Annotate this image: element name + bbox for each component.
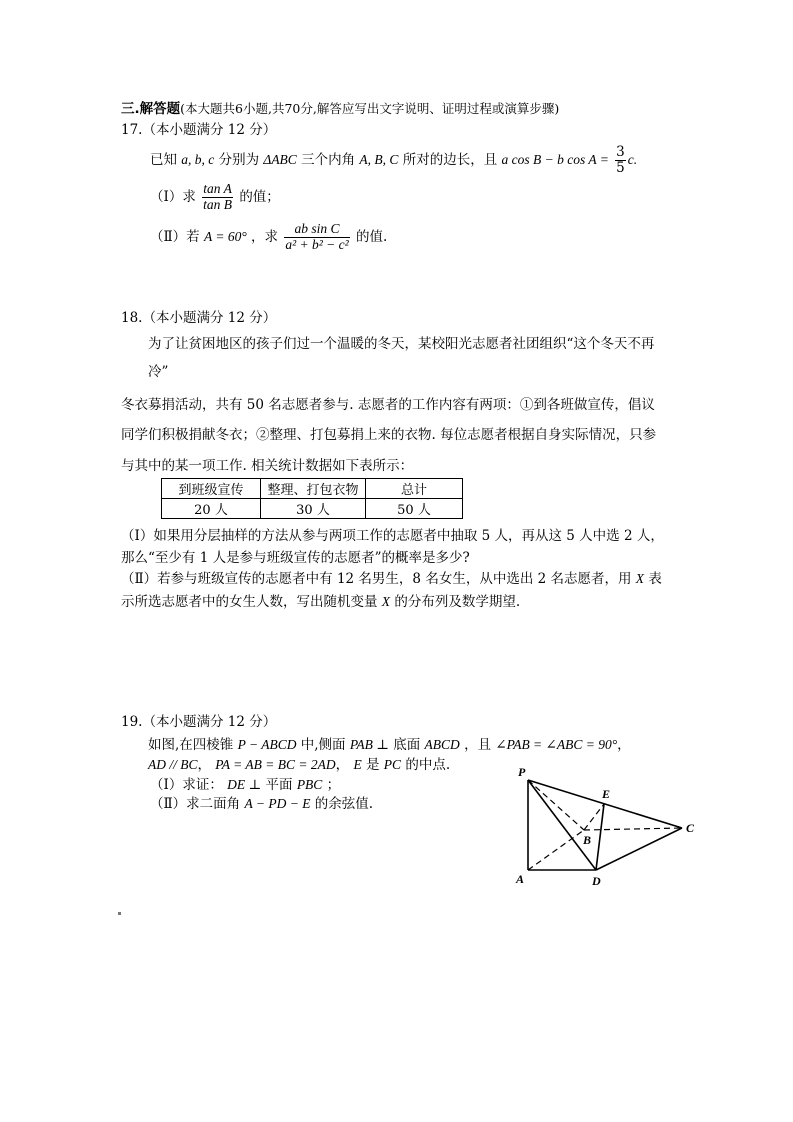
q19-part2-label: （Ⅱ）求二面角 (150, 796, 241, 812)
q17-part2 (150, 222, 387, 253)
q19-part1-math: DE ⊥ (227, 777, 262, 792)
table-header-cell: 到班级宣传 (162, 479, 261, 499)
q19-part2-math: A − PD − E (244, 796, 311, 811)
q19-part2-tail: 的余弦值. (314, 796, 374, 812)
q17-stem-tail: c. (627, 151, 638, 167)
q17-part1-tail: 的值； (239, 188, 280, 205)
table-header-cell: 总计 (366, 479, 463, 499)
q19-part1 (150, 773, 340, 793)
label-A: A (516, 872, 525, 886)
q18-part2-a-pre: （Ⅱ）若参与班级宣传的志愿者中有 12 名男生，8 名女生，从中选出 2 名志愿者，用 (121, 571, 632, 587)
q18-line2: 冷” (148, 364, 169, 380)
q18-line3: 冬衣募捐活动，共有 50 名志愿者参与. 志愿者的工作内容有两项：①到各班做宣传，倡议 (121, 397, 655, 413)
section-note: (本大题共6小题,共70分,解答应写出文字说明、证明过程或演算步骤) (180, 101, 560, 116)
section-title (121, 97, 559, 117)
q17-part2-denominator: a² + b² − c² (285, 236, 349, 252)
q18-part1-b: 那么“至少有 1 人是参与班级宣传的志愿者”的概率是多少? (121, 550, 470, 566)
edge-BC-hidden (584, 828, 682, 830)
q18-part2-var: X (635, 571, 645, 586)
q19-line1 (148, 733, 631, 753)
q19-line1-math1: P − ABCD (237, 737, 297, 752)
q18-line1: 为了让贫困地区的孩子们过一个温暖的冬天，某校阳光志愿者社团组织“这个冬天不再 (148, 336, 655, 352)
label-C: C (686, 821, 695, 835)
q19-line1-math2: PAB ⊥ (349, 737, 389, 752)
table-header-cell: 整理、打包衣物 (261, 479, 366, 499)
q18-part1-a: （Ⅰ）如果用分层抽样的方法从参与两项工作的志愿者中抽取 5 人，再从这 5 人中选 2 人， (121, 528, 664, 544)
q19-line1-math4: ∠PAB = ∠ABC = 90° (495, 737, 618, 752)
q19-line1-mid3: ，且 (464, 737, 492, 753)
q19-line1-math3: ABCD (424, 737, 460, 752)
q19-line2-tail: 的中点. (405, 757, 451, 773)
edge-PD (528, 780, 596, 870)
q17-header: 17.（本小题满分 12 分） (121, 122, 277, 138)
q17-stem-vars2: A, B, C (359, 151, 399, 167)
q17-part1 (150, 182, 280, 213)
q19-line2-math3: E (353, 757, 362, 772)
q18-part2-a (121, 567, 662, 587)
q19-header: 19.（本小题满分 12 分） (121, 714, 277, 730)
q17-stem-mid1: 分别为 (218, 151, 260, 168)
table-header-row (162, 479, 463, 499)
q18-line5: 与其中的某一项工作. 相关统计数据如下表所示： (121, 458, 414, 474)
q17-frac-denominator: 5 (616, 159, 625, 176)
q19-line2-math1: AD // BC (148, 757, 198, 772)
label-P: P (518, 765, 526, 779)
q18-part2-a-post: 表 (648, 571, 662, 587)
edge-DC (596, 828, 682, 870)
q19-part1-math2: PBC (296, 777, 323, 792)
q18-header: 18.（本小题满分 12 分） (121, 310, 277, 326)
edge-AB-hidden (528, 830, 584, 870)
q19-line2-mid: ， (335, 757, 350, 773)
label-B: B (583, 833, 592, 847)
label-D: D (592, 874, 601, 888)
table-cell: 20 人 (162, 499, 261, 519)
edge-PB-hidden (528, 780, 584, 830)
q17-part1-label: （Ⅰ）求 (150, 188, 196, 205)
q18-part2-b-post: 的分布列及数学期望. (394, 594, 521, 610)
q17-part2-tail: 的值. (356, 228, 388, 245)
q17-stem-fraction (615, 145, 626, 176)
pyramid-figure (510, 762, 705, 892)
q18-part2-b-var: X (381, 594, 391, 609)
q17-stem-mid3: 所对的边长，且 (402, 151, 498, 168)
q19-line2-mid2: 是 (365, 757, 380, 773)
q17-stem-vars1: a, b, c (181, 151, 215, 167)
q19-line1-mid2: 底面 (393, 737, 421, 753)
q19-line2-math2: PA = AB = BC = 2AD (215, 757, 336, 772)
q19-line2 (148, 753, 450, 773)
q19-part2 (150, 792, 373, 812)
q17-part2-fraction (284, 222, 349, 253)
q17-part1-fraction (202, 182, 233, 213)
q19-part1-mid: 平面 (265, 777, 293, 793)
q17-part2-mid: ，求 (251, 228, 279, 245)
q17-part1-denominator: tan B (203, 196, 233, 212)
q19-line2-sep: ， (197, 757, 211, 773)
q19-part1-label: （Ⅰ）求证： (150, 777, 223, 793)
q17-stem-triangle: ΔABC (263, 151, 297, 167)
q19-part1-tail: ； (326, 777, 341, 793)
q17-stem (150, 145, 637, 176)
stray-mark (118, 912, 121, 915)
q17-stem-equation: a cos B − b cos A = (501, 151, 609, 167)
table-row (162, 499, 463, 519)
q17-frac-numerator: 3 (616, 144, 625, 160)
q17-part2-condition: A = 60° (203, 228, 247, 244)
q19-line2-math4: PC (383, 757, 402, 772)
table-cell: 50 人 (366, 499, 463, 519)
label-E: E (602, 787, 611, 801)
q17-stem-prefix: 已知 (150, 151, 177, 168)
q18-stats-table (161, 478, 463, 519)
q19-line1-pre: 如图,在四棱锥 (148, 737, 234, 753)
q17-stem-mid2: 三个内角 (301, 151, 356, 168)
q17-part2-numerator: ab sin C (284, 222, 349, 238)
edge-DE (596, 804, 604, 870)
table-cell: 30 人 (261, 499, 366, 519)
q19-line1-mid: 中,侧面 (300, 737, 346, 753)
q17-part2-label: （Ⅱ）若 (150, 228, 200, 245)
q18-part2-b (121, 590, 520, 610)
q18-part2-b-pre: 示所选志愿者中的女生人数，写出随机变量 (121, 594, 378, 610)
section-heading: 三.解答题 (121, 101, 181, 117)
q17-part1-numerator: tan A (203, 181, 232, 196)
q18-line4: 同学们积极捐献冬衣；②整理、打包募捐上来的衣物. 每位志愿者根据自身实际情况，只参 (121, 427, 657, 443)
q19-line1-tail: ， (617, 737, 631, 753)
